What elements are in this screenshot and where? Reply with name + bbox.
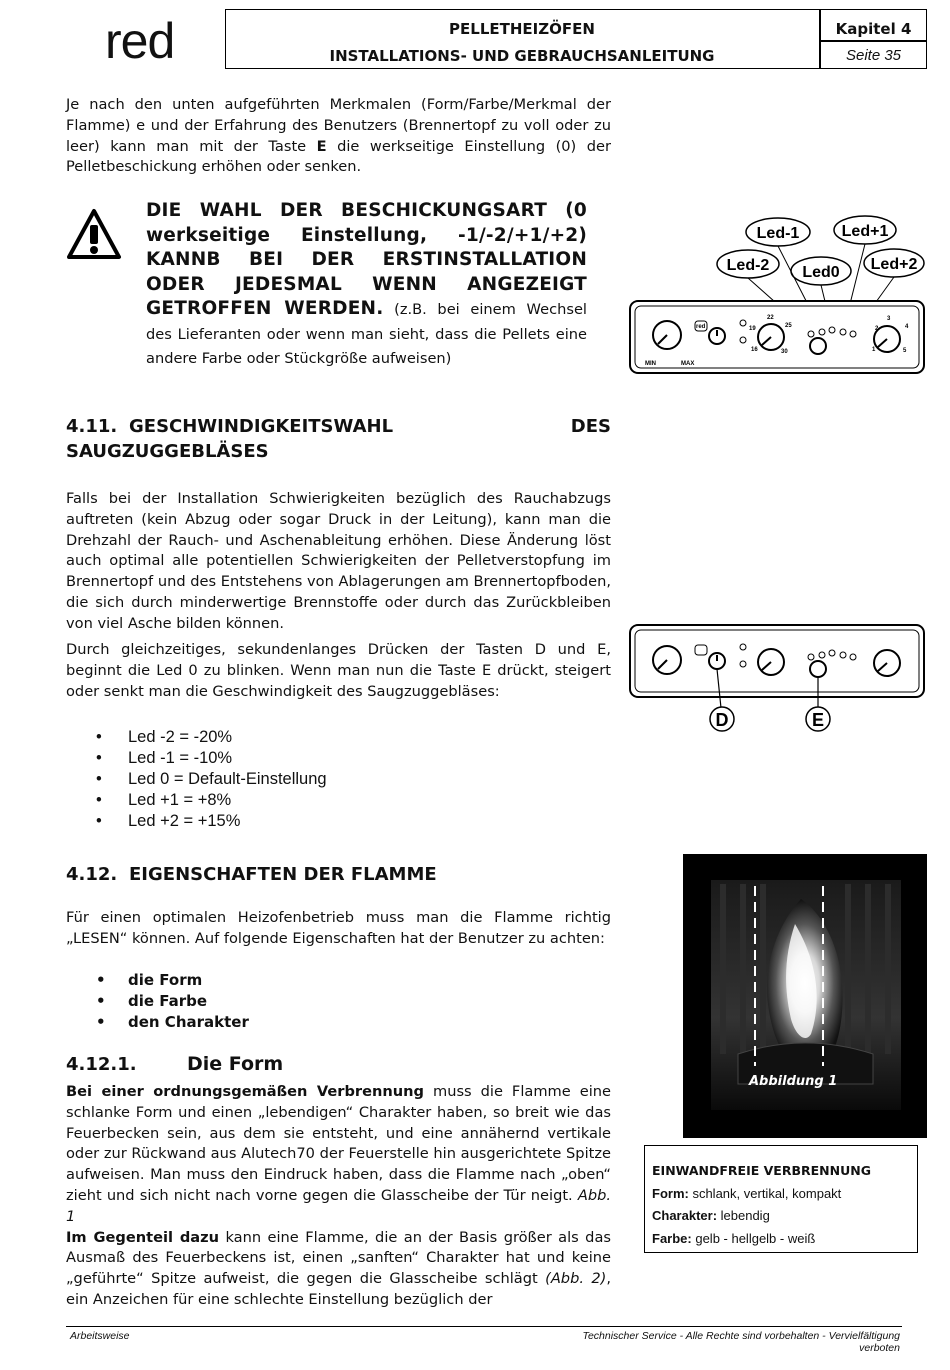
flame-figure	[683, 854, 927, 1138]
warning-headline	[146, 199, 587, 371]
info-box-title: EINWANDFREIE VERBRENNUNG	[652, 1163, 871, 1178]
led-minus-2-label: Led-2	[726, 257, 770, 274]
list-item: • Led +1 = +8%	[96, 790, 496, 811]
speed-list	[96, 727, 496, 832]
paragraph: Falls bei der Installation Schwierigkeiten bezüglich des Rauchabzugs auftreten (kein Abzug oder sogar Druck in der Leitung), kann man die Drehzahl der Rauch- und Aschenableitung erhöhen. Diese Änderung löst auch optimal alle potentiellen Schwierigkeiten der Pelletverstopfung im Brennertopf und des Entstehens von Ablagerungen am Brennertopfboden, die sich durch minderwertige Brennstoffe oder durch das Zurückbleiben von viel Asche bilden können.	[66, 490, 611, 632]
info-label: Farbe:	[652, 1230, 692, 1246]
key-d-label: D	[715, 710, 729, 730]
led-0-label: Led0	[802, 264, 840, 281]
list-item: • den Charakter	[96, 1012, 249, 1033]
body-text: , ein Anzeichen für eine schlechte Einstellung bezüglich der	[66, 1270, 611, 1308]
tick-label: 16	[751, 347, 758, 353]
info-label: Charakter:	[652, 1208, 718, 1223]
tick-label: 19	[749, 326, 756, 332]
info-value: gelb - hellgelb - weiß	[691, 1230, 816, 1246]
flame-image	[683, 854, 927, 1138]
control-panel-keys-diagram	[625, 620, 930, 740]
led-minus-1-label: Led-1	[756, 225, 800, 242]
key-e-label: E	[811, 710, 825, 730]
section-title: GESCHWINDIGKEITSWAHL	[129, 416, 394, 437]
intro-paragraph	[66, 95, 611, 178]
warning-block	[146, 199, 587, 371]
list-item: • Led -1 = -10%	[96, 748, 496, 769]
section-number: 4.11.	[66, 416, 118, 437]
page-number: Seite 35	[845, 47, 902, 64]
list-item: • Led +2 = +15%	[96, 811, 496, 832]
emphasis-text: Im Gegenteil dazu	[66, 1228, 220, 1246]
info-row	[652, 1183, 909, 1206]
tick-label: 30	[781, 349, 788, 355]
header-divider	[819, 40, 927, 42]
info-value: schlank, vertikal, kompakt	[688, 1185, 842, 1201]
intro-text: die werkseitige Einstellung (0) der Pelletbeschickung erhöhen oder senken.	[66, 137, 611, 176]
paragraph: Durch gleichzeitiges, sekundenlanges Drücken der Tasten D und E, beginnt die Led 0 zu blinken. Wenn man nun die Taste E drückt, steigert oder senkt man die Geschwindigkeit des Saugzuggebläses:	[66, 641, 611, 700]
figure-reference: (Abb. 2)	[545, 1270, 607, 1288]
control-panel-led-diagram	[625, 215, 930, 380]
tick-label: 4	[905, 324, 909, 330]
brand-logo: red	[105, 13, 175, 69]
list-item: • Led 0 = Default-Einstellung	[96, 769, 496, 790]
intro-text: Je nach den unten aufgeführten Merkmalen (Form/Farbe/Merkmal der Flamme) e und der Erfahrung des Benutzers (Brennertopf zu voll oder zu leer) kann man mit der Taste	[66, 96, 611, 155]
warning-headline-text: DIE WAHL DER BESCHICKUNGSART (0 werkseitige Einstellung, -1/-2/+1/+2) KANNB BEI DER ERSTINSTALLATION ODER JEDESMAL WENN ANGEZEIGT GETROFFEN WERDEN.	[146, 200, 587, 319]
section-title: DES	[570, 416, 611, 437]
tick-label: 3	[887, 316, 891, 322]
tick-label: 1	[872, 347, 876, 353]
paragraph: Für einen optimalen Heizofenbetrieb muss man die Flamme richtig „LESEN“ können. Auf folgende Eigenschaften hat der Benutzer zu achten:	[66, 909, 611, 947]
chapter-label: Kapitel 4	[835, 20, 912, 38]
section-title: Die Form	[187, 1053, 284, 1075]
list-item: • die Form	[96, 970, 249, 991]
section-number: 4.12.1.	[66, 1054, 137, 1075]
footer-left: Arbeitsweise	[70, 1330, 130, 1342]
footer-right: Technischer Service - Alle Rechte sind vorbehalten - Vervielfältigung verboten	[582, 1330, 900, 1354]
list-item: • die Farbe	[96, 991, 249, 1012]
figure-reference: Abb. 1	[66, 1186, 611, 1225]
info-box	[644, 1145, 918, 1253]
tick-label: 22	[767, 315, 774, 321]
key-label: E	[316, 137, 327, 155]
emphasis-text: Bei einer ordnungsgemäßen Verbrennung	[66, 1083, 424, 1100]
info-row	[652, 1228, 909, 1251]
tick-label: 2	[875, 326, 879, 332]
list-item: • Led -2 = -20%	[96, 727, 496, 748]
led-plus-2-label: Led+2	[870, 256, 918, 273]
info-value: lebendig	[717, 1208, 770, 1223]
header-subtitle: INSTALLATIONS- UND GEBRAUCHSANLEITUNG	[329, 47, 715, 65]
info-label: Form:	[652, 1185, 689, 1201]
led-plus-1-label: Led+1	[841, 223, 889, 240]
body-text: muss die Flamme eine schlanke Form und einen „lebendigen“ Charakter haben, so breit wie das Feuerbecken sein, aus dem sie entsteht, und eine annähernd vertikale oder zur Rückwand aus Alutech70 der Feuerstelle hin ausgerichtete Spitze aufweisen. Man muss den Eindruck haben, dass die Flamme nach „oben“ zieht und sich nicht nach vorne gegen die Glasscheibe der Tür neigt.	[66, 1083, 611, 1204]
figure-caption: Abbildung 1	[749, 1074, 838, 1089]
max-label: MAX	[681, 361, 695, 367]
footer-divider	[66, 1326, 902, 1327]
header-title: PELLETHEIZÖFEN	[449, 20, 595, 38]
red-label: red	[696, 324, 706, 330]
tick-label: 25	[785, 323, 792, 329]
warning-text: (z.B. bei einem Wechsel des Lieferanten oder wenn man sieht, dass die Pellets eine andere Farbe oder Stückgröße aufweisen)	[146, 301, 587, 367]
body-text: kann eine Flamme, die an der Basis größer als das Ausmaß des Feuerbeckens ist, einen „sanften“ Charakter hat und keine „geführte“ Spitze aufweist, die gegen die Glasscheibe schlägt	[66, 1228, 611, 1288]
section-title: SAUGZUGGEBLÄSES	[66, 441, 269, 462]
tick-label: 5	[903, 348, 907, 354]
info-row	[652, 1205, 909, 1228]
section-title: EIGENSCHAFTEN DER FLAMME	[129, 864, 437, 885]
min-label: MIN	[645, 361, 656, 367]
flame-property-list	[96, 970, 249, 1033]
warning-icon	[66, 208, 122, 260]
paragraph	[66, 1082, 611, 1311]
section-number: 4.12.	[66, 864, 118, 885]
